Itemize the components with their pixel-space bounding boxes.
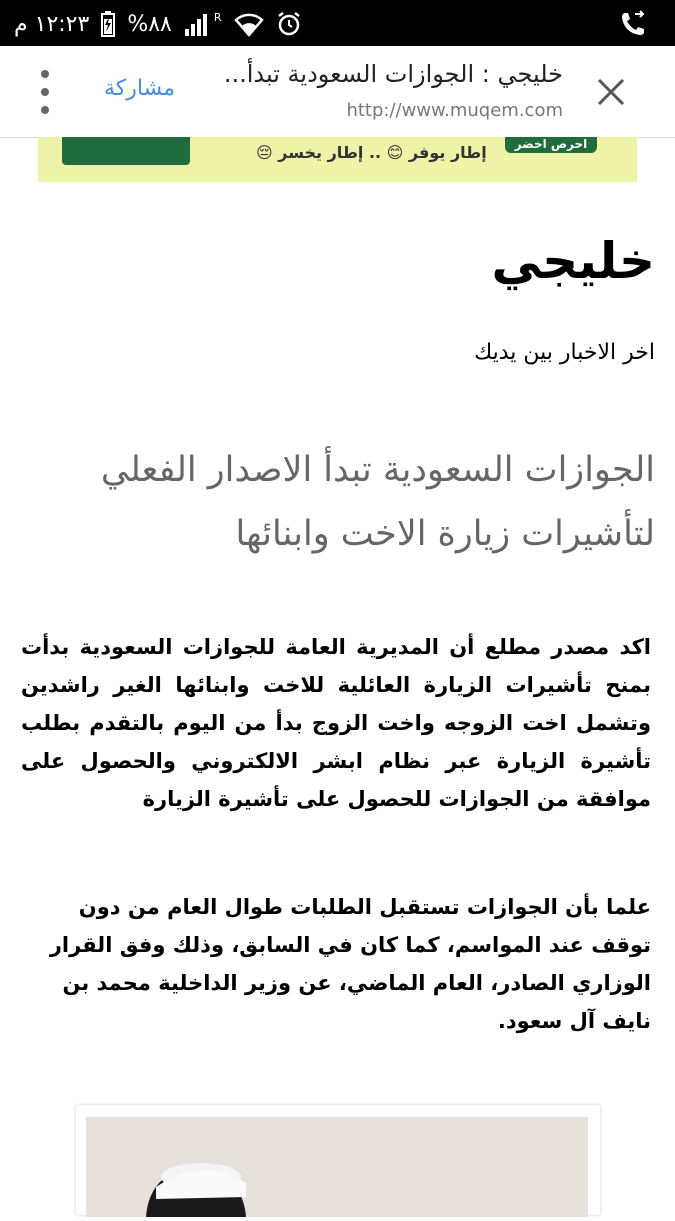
ad-text: إطار يوفر 😊 .. إطار يخسر 😔 (256, 143, 487, 162)
page-title: خليجي : الجوازات السعودية تبدأ... (223, 60, 563, 88)
share-button[interactable]: مشاركة (104, 76, 176, 101)
call-forwarding-icon (619, 10, 647, 38)
article-headline: الجوازات السعودية تبدأ الاصدار الفعلي لتأشيرات زيارة الاخت وابنائها (100, 450, 655, 554)
status-time: ١٢:٢٣ م (14, 11, 90, 37)
person-photo-icon (86, 1117, 588, 1217)
more-options-button[interactable] (30, 70, 60, 114)
ad-logo (62, 137, 190, 165)
battery-percent: %٨٨ (127, 11, 172, 37)
roaming-indicator: R (213, 10, 222, 24)
close-icon (595, 76, 627, 108)
battery-icon (101, 11, 115, 37)
status-left (14, 9, 302, 39)
ad-badge: احرص اخضر (505, 137, 597, 153)
browser-toolbar (0, 46, 675, 138)
article-photo[interactable] (76, 1105, 600, 1215)
status-bar (0, 0, 675, 46)
site-tagline: اخر الاخبار بين يديك (474, 340, 655, 365)
close-button[interactable] (595, 76, 627, 108)
site-title[interactable]: خليجي (491, 232, 655, 290)
wifi-icon (234, 11, 264, 37)
more-options-icon (41, 70, 49, 78)
alarm-icon (276, 11, 302, 37)
article-paragraph-2: علما بأن الجوازات تستقبل الطلبات طوال العام من دون توقف عند المواسم، كما كان في السابق، وذلك وفق القرار الوزاري الصادر، العام الماضي، عن وزير الداخلية محمد بن نايف آل سعود. (49, 895, 651, 1033)
article-paragraph-1: اكد مصدر مطلع أن المديرية العامة للجوازات السعودية بدأت بمنح تأشيرات الزيارة العائلية للاخت وابنائها الغير راشدين وتشمل اخت الزوجه واخت الزوج بدأ من اليوم بالتقدم بطلب تأشيرة الزيارة عبر نظام ابشر الالكتروني والحصول على موافقة من الجوازات للحصول على تأشيرة الزيارة (21, 635, 651, 811)
photo-image (86, 1117, 588, 1217)
page-url: http://www.muqem.com (346, 100, 563, 121)
signal-icon (184, 11, 214, 37)
status-right (619, 9, 647, 39)
banner-ad[interactable] (38, 137, 637, 182)
